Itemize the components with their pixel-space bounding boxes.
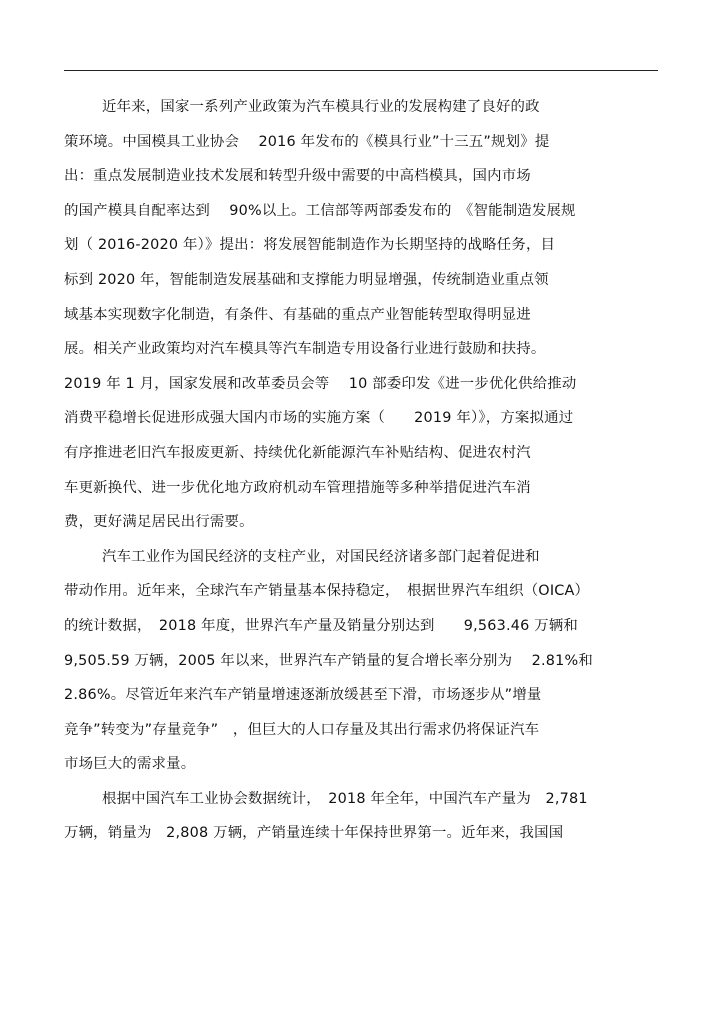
- paragraph-1-line-6: 标到 2020 年，智能制造发展基础和支撑能力明显增强，传统制造业重点领: [64, 271, 549, 288]
- paragraph-1-line-10: 消费平稳增长促进形成强大国内市场的实施方案（ 2019 年）》，方案拟通过: [64, 410, 574, 427]
- paragraph-1-line-1: 近年来，国家一系列产业政策为汽车模具行业的发展构建了良好的政: [102, 99, 540, 115]
- paragraph-2-line-3: 的统计数据， 2018 年度，世界汽车产量及销量分别达到 9,563.46 万辆和: [64, 617, 578, 634]
- paragraph-2-line-4: 9,505.59 万辆，2005 年以来，世界汽车产销量的复合增长率分别为 2.81%和: [64, 652, 593, 669]
- paragraph-3-line-2: 万辆，销量为 2,808 万辆，产销量连续十年保持世界第一。近年来，我国国: [64, 825, 564, 842]
- document-body: [64, 90, 664, 851]
- paragraph-2-line-5: 2.86%。尽管近年来汽车产销量增速逐渐放缓甚至下滑，市场逐步从”增量: [64, 687, 542, 704]
- paragraph-1-line-3: 出：重点发展制造业技术发展和转型升级中需要的中高档模具，国内市场: [64, 168, 531, 185]
- paragraph-1-line-8: 展。相关产业政策均对汽车模具等汽车制造专用设备行业进行鼓励和扶持。: [64, 341, 546, 358]
- paragraph-1-line-7: 域基本实现数字化制造，有条件、有基础的重点产业智能转型取得明显进: [64, 306, 531, 323]
- paragraph-3-line-1: 根据中国汽车工业协会数据统计， 2018 年全年，中国汽车产量为 2,781: [102, 790, 588, 807]
- paragraph-1-line-12: 车更新换代、进一步优化地方政府机动车管理措施等多种举措促进汽车消: [64, 479, 531, 496]
- paragraph-1-line-4: 的国产模具自配率达到 90%以上。工信部等两部委发布的 《智能制造发展规: [64, 202, 576, 219]
- paragraph-1-line-2: 策环境。中国模具工业协会 2016 年发布的《模具行业”十三五”规划》提: [64, 133, 550, 150]
- paragraph-1-line-9: 2019 年 1 月，国家发展和改革委员会等 10 部委印发《进一步优化供给推动: [64, 375, 577, 392]
- paragraph-2-line-6: 竞争”转变为”存量竞争” ，但巨大的人口存量及其出行需求仍将保证汽车: [64, 721, 540, 738]
- paragraph-1-line-5: 划（ 2016-2020 年）》提出：将发展智能制造作为长期坚持的战略任务，目: [64, 237, 556, 254]
- paragraph-2-line-1: 汽车工业作为国民经济的支柱产业，对国民经济诸多部门起着促进和: [102, 548, 540, 565]
- paragraph-2-line-2: 带动作用。近年来，全球汽车产销量基本保持稳定， 根据世界汽车组织（OICA）: [64, 583, 590, 600]
- paragraph-1-line-11: 有序推进老旧汽车报废更新、持续优化新能源汽车补贴结构、促进农村汽: [64, 444, 531, 461]
- paragraph-1-line-13: 费，更好满足居民出行需要。: [64, 514, 254, 531]
- paragraph-2-line-7: 市场巨大的需求量。: [64, 756, 196, 773]
- header-rule: [64, 70, 658, 71]
